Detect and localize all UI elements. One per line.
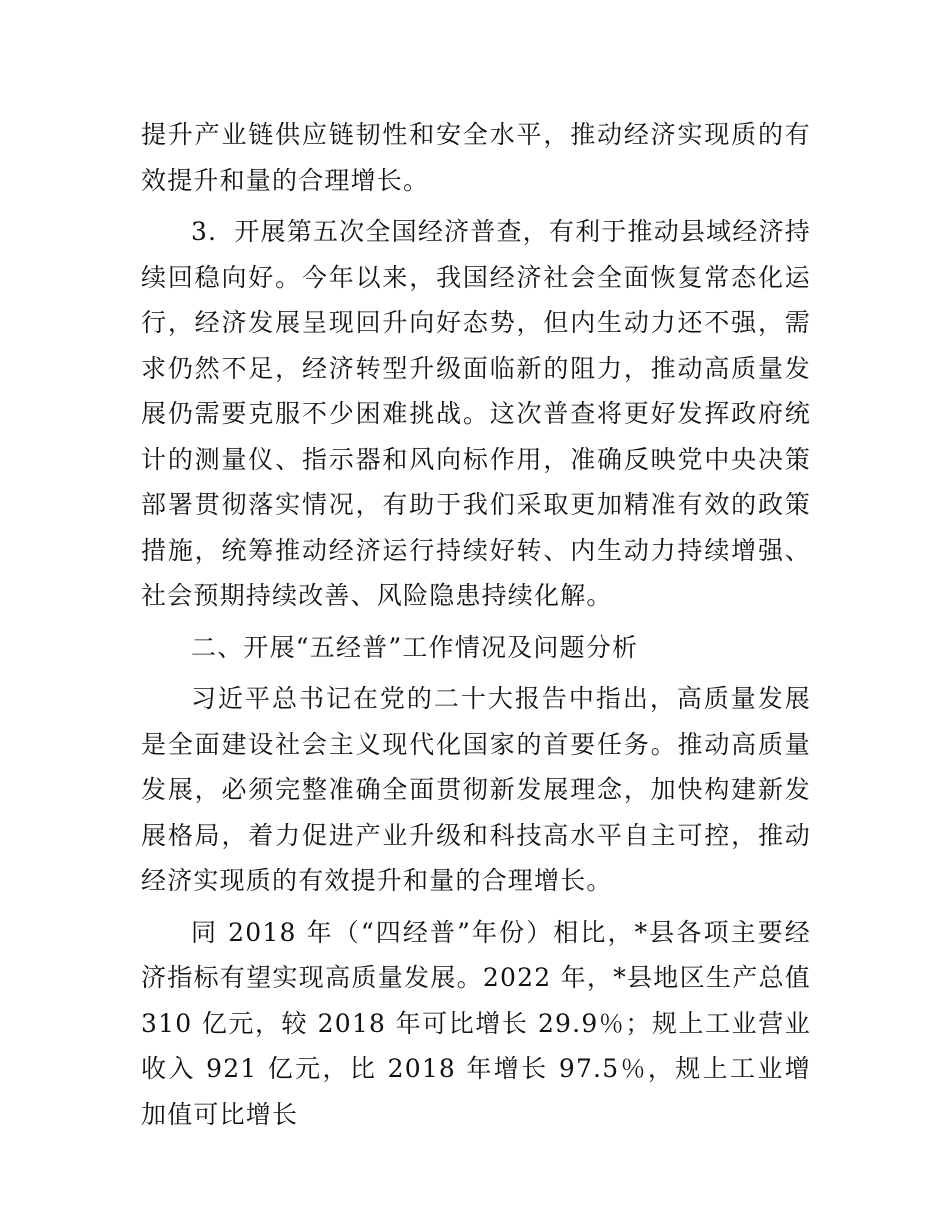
paragraph-continuation: 提升产业链供应链韧性和安全水平，推动经济实现质的有效提升和量的合理增长。 — [141, 120, 811, 195]
paragraph-economic-indicators: 同 2018 年（“四经普”年份）相比，*县各项主要经济指标有望实现高质量发展。2022 年，*县地区生产总值 310 亿元，较 2018 年可比增长 29.9％；规上工业营业收入 921 亿元，比 2018 年增长 97.5％，规上工业增加值可比增长 — [141, 917, 811, 1129]
paragraph-census-benefit: 3．开展第五次全国经济普查，有利于推动县域经济持续回稳向好。今年以来，我国经济社会全面恢复常态化运行，经济发展呈现回升向好态势，但内生动力还不强，需求仍然不足，经济转型升级面临新的阻力，推动高质量发展仍需要克服不少困难挑战。这次普查将更好发挥政府统计的测量仪、指示器和风向标作用，准确反映党中央决策部署贯彻落实情况，有助于我们采取更加精准有效的政策措施，统筹推动经济运行持续好转、内生动力持续增强、社会预期持续改善、风险隐患持续化解。 — [141, 217, 811, 610]
section-heading: 二、开展“五经普”工作情况及问题分析 — [191, 632, 639, 662]
document-body — [141, 112, 811, 1143]
paragraph-high-quality-development: 习近平总书记在党的二十大报告中指出，高质量发展是全面建设社会主义现代化国家的首要任务。推动高质量发展，必须完整准确全面贯彻新发展理念，加快构建新发展格局，着力促进产业升级和科技高水平自主可控，推动经济实现质的有效提升和量的合理增长。 — [141, 684, 811, 895]
